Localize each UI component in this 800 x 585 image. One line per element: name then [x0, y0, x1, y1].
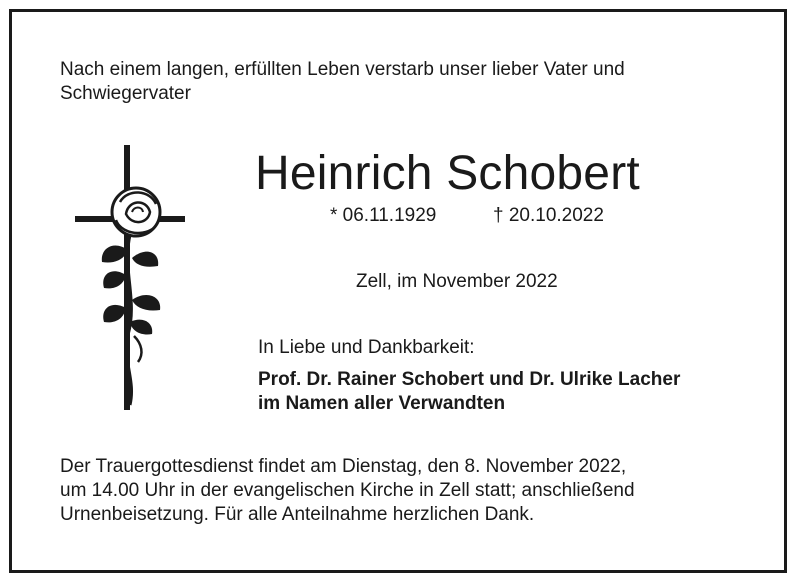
place-and-date: Zell, im November 2022	[356, 271, 558, 292]
service-details: Der Trauergottesdienst findet am Dienstag, den 8. November 2022, um 14.00 Uhr in der evangelischen Kirche in Zell statt; anschließend Urnenbeisetzung. Für alle Anteilnahme herzlichen Dank.	[60, 456, 635, 525]
intro-text: Nach einem langen, erfüllten Leben verstarb unser lieber Vater und Schwiegervater	[60, 59, 625, 104]
death-date: † 20.10.2022	[493, 205, 604, 226]
cross-with-rose-icon	[70, 140, 190, 415]
closing-phrase: In Liebe und Dankbarkeit:	[258, 337, 475, 358]
birth-date: * 06.11.1929	[330, 205, 437, 226]
mourners-names: Prof. Dr. Rainer Schobert und Dr. Ulrike Lacher im Namen aller Verwandten	[258, 369, 681, 414]
deceased-name: Heinrich Schobert	[255, 147, 640, 200]
